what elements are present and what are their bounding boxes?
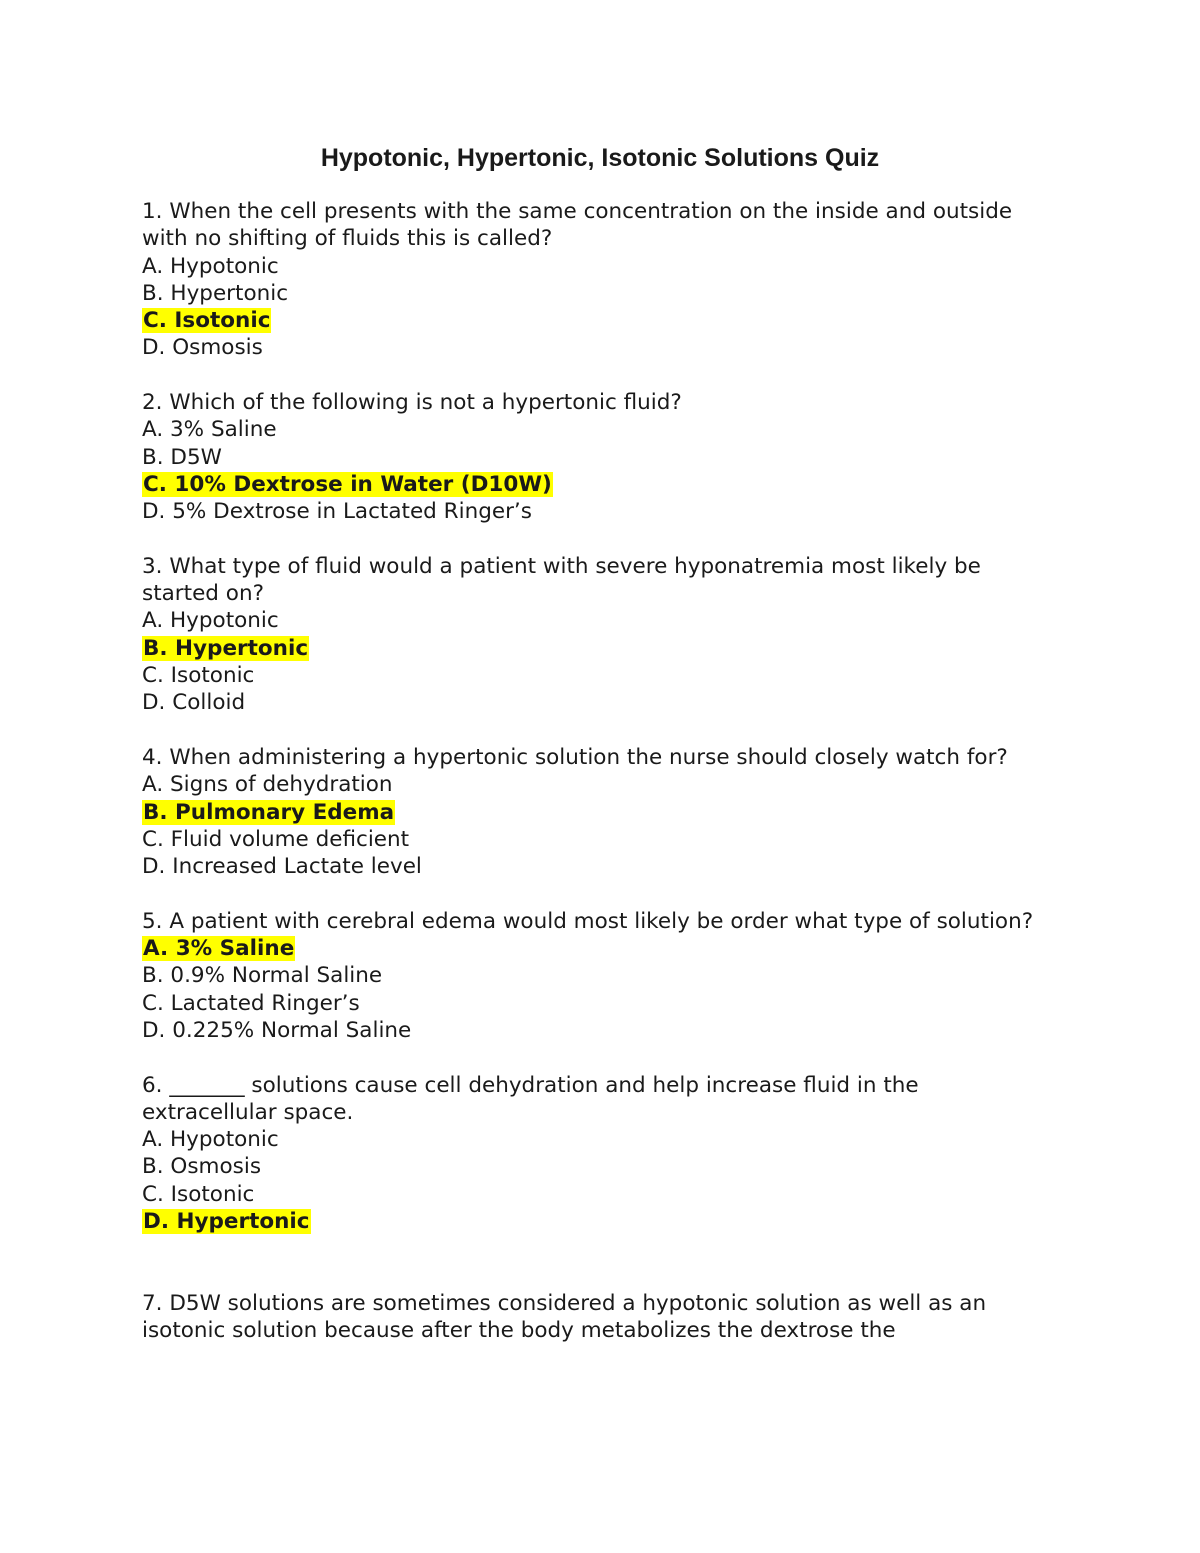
- quiz-body: [142, 198, 1052, 1372]
- question-3: [142, 553, 1052, 717]
- question-text: 4. When administering a hypertonic solution the nurse should closely watch for?: [142, 744, 1008, 770]
- option-b-answer: [142, 799, 1052, 826]
- question-text: 3. What type of fluid would a patient with severe hyponatremia most likely be started on?: [142, 553, 981, 607]
- option-a: A. Hypotonic: [142, 253, 279, 279]
- question-text: 6. _______ solutions cause cell dehydration and help increase fluid in the extracellular space.: [142, 1072, 919, 1125]
- question-5: [142, 908, 1052, 1044]
- option-b: B. Osmosis: [142, 1154, 262, 1180]
- option-d: D. 5% Dextrose in Lactated Ringer’s: [142, 499, 532, 525]
- question-6: [142, 1072, 1052, 1236]
- question-1: [142, 198, 1052, 362]
- question-7: [142, 1290, 1052, 1345]
- answer-highlight: B. Hypertonic: [143, 635, 309, 661]
- question-text: 1. When the cell presents with the same concentration on the inside and outside with no shifting of fluids this is called?: [142, 199, 1013, 252]
- option-a: A. Hypotonic: [142, 1127, 279, 1153]
- option-c: C. Isotonic: [142, 1181, 255, 1207]
- answer-highlight: C. Isotonic: [143, 308, 271, 334]
- question-text: 5. A patient with cerebral edema would most likely be order what type of solution?: [142, 908, 1034, 934]
- answer-highlight: A. 3% Saline: [143, 936, 295, 962]
- question-2: [142, 389, 1052, 525]
- option-b: B. D5W: [142, 444, 222, 470]
- option-d: D. Increased Lactate level: [142, 854, 422, 880]
- question-4: [142, 744, 1052, 880]
- option-d: D. Osmosis: [142, 335, 263, 361]
- option-d: D. Colloid: [142, 690, 246, 716]
- question-text: 2. Which of the following is not a hypertonic fluid?: [142, 390, 682, 416]
- option-c: C. Fluid volume deficient: [142, 826, 410, 852]
- option-c-answer: [142, 307, 1052, 334]
- option-a: A. 3% Saline: [142, 417, 277, 443]
- answer-highlight: C. 10% Dextrose in Water (D10W): [143, 471, 552, 497]
- question-text: 7. D5W solutions are sometimes considered a hypotonic solution as well as an isotonic solution because after the body metabolizes the dextrose the: [142, 1290, 987, 1344]
- option-c-answer: [142, 471, 1052, 498]
- option-c: C. Isotonic: [142, 663, 255, 689]
- option-a-answer: [142, 935, 1052, 962]
- answer-highlight: D. Hypertonic: [143, 1208, 310, 1234]
- option-a: A. Hypotonic: [142, 608, 279, 634]
- option-d: D. 0.225% Normal Saline: [142, 1017, 412, 1043]
- option-d-answer: [142, 1208, 1052, 1235]
- option-b-answer: [142, 635, 1052, 662]
- page-title: Hypotonic, Hypertonic, Isotonic Solutions Quiz: [320, 144, 880, 172]
- option-b: B. 0.9% Normal Saline: [142, 963, 383, 989]
- answer-highlight: B. Pulmonary Edema: [143, 799, 395, 825]
- option-b: B. Hypertonic: [142, 280, 289, 306]
- option-a: A. Signs of dehydration: [142, 772, 393, 798]
- option-c: C. Lactated Ringer’s: [142, 990, 360, 1016]
